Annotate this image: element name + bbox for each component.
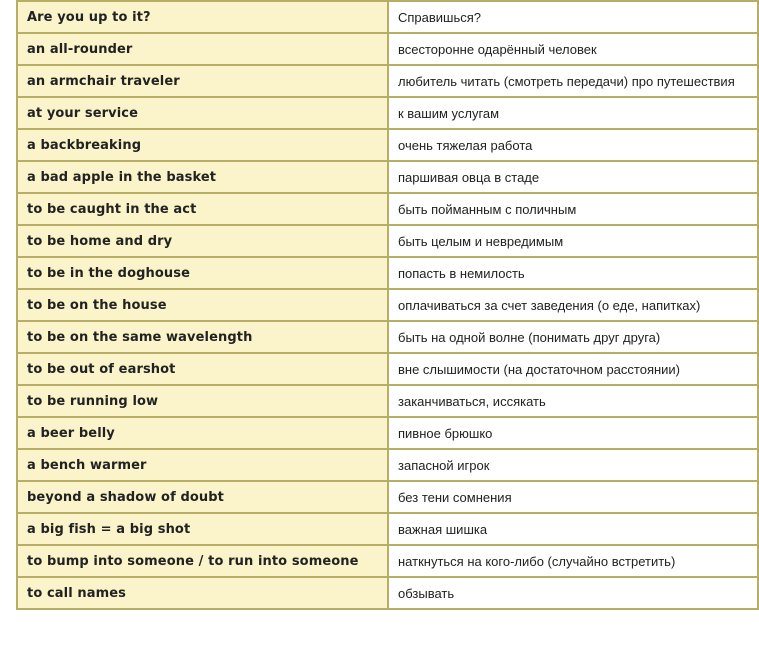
table-row <box>18 34 759 66</box>
english-phrase: to be running low <box>18 386 389 418</box>
table-row <box>18 194 759 226</box>
english-phrase: to be in the doghouse <box>18 258 389 290</box>
english-phrase: to be out of earshot <box>18 354 389 386</box>
english-phrase: an armchair traveler <box>18 66 389 98</box>
russian-translation: быть целым и невредимым <box>389 226 759 258</box>
english-phrase: at your service <box>18 98 389 130</box>
russian-translation: к вашим услугам <box>389 98 759 130</box>
english-phrase: Are you up to it? <box>18 2 389 34</box>
english-phrase: a bench warmer <box>18 450 389 482</box>
table-row <box>18 2 759 34</box>
table-row <box>18 386 759 418</box>
table-row <box>18 162 759 194</box>
russian-translation: оплачиваться за счет заведения (о еде, напитках) <box>389 290 759 322</box>
table-row <box>18 66 759 98</box>
table-row <box>18 514 759 546</box>
table-row <box>18 450 759 482</box>
russian-translation: заканчиваться, иссякать <box>389 386 759 418</box>
table-row <box>18 546 759 578</box>
russian-translation: важная шишка <box>389 514 759 546</box>
english-phrase: a beer belly <box>18 418 389 450</box>
russian-translation: быть пойманным с поличным <box>389 194 759 226</box>
table-row <box>18 418 759 450</box>
russian-translation: запасной игрок <box>389 450 759 482</box>
table-row <box>18 578 759 610</box>
table-row <box>18 226 759 258</box>
table-row <box>18 482 759 514</box>
russian-translation: вне слышимости (на достаточном расстоянии) <box>389 354 759 386</box>
russian-translation: без тени сомнения <box>389 482 759 514</box>
english-phrase: to be home and dry <box>18 226 389 258</box>
russian-translation: любитель читать (смотреть передачи) про путешествия <box>389 66 759 98</box>
english-phrase: to be on the same wavelength <box>18 322 389 354</box>
english-phrase: to bump into someone / to run into someone <box>18 546 389 578</box>
english-phrase: to be caught in the act <box>18 194 389 226</box>
english-phrase: a backbreaking <box>18 130 389 162</box>
russian-translation: наткнуться на кого-либо (случайно встретить) <box>389 546 759 578</box>
english-phrase: to be on the house <box>18 290 389 322</box>
table-row <box>18 258 759 290</box>
russian-translation: Справишься? <box>389 2 759 34</box>
idioms-table <box>16 0 759 610</box>
table-row <box>18 130 759 162</box>
table-row <box>18 98 759 130</box>
russian-translation: паршивая овца в стаде <box>389 162 759 194</box>
english-phrase: a bad apple in the basket <box>18 162 389 194</box>
table-row <box>18 290 759 322</box>
table-row <box>18 322 759 354</box>
russian-translation: попасть в немилость <box>389 258 759 290</box>
russian-translation: очень тяжелая работа <box>389 130 759 162</box>
english-phrase: beyond a shadow of doubt <box>18 482 389 514</box>
russian-translation: всесторонне одарённый человек <box>389 34 759 66</box>
english-phrase: an all-rounder <box>18 34 389 66</box>
russian-translation: быть на одной волне (понимать друг друга) <box>389 322 759 354</box>
table-row <box>18 354 759 386</box>
russian-translation: пивное брюшко <box>389 418 759 450</box>
english-phrase: to call names <box>18 578 389 610</box>
russian-translation: обзывать <box>389 578 759 610</box>
english-phrase: a big fish = a big shot <box>18 514 389 546</box>
